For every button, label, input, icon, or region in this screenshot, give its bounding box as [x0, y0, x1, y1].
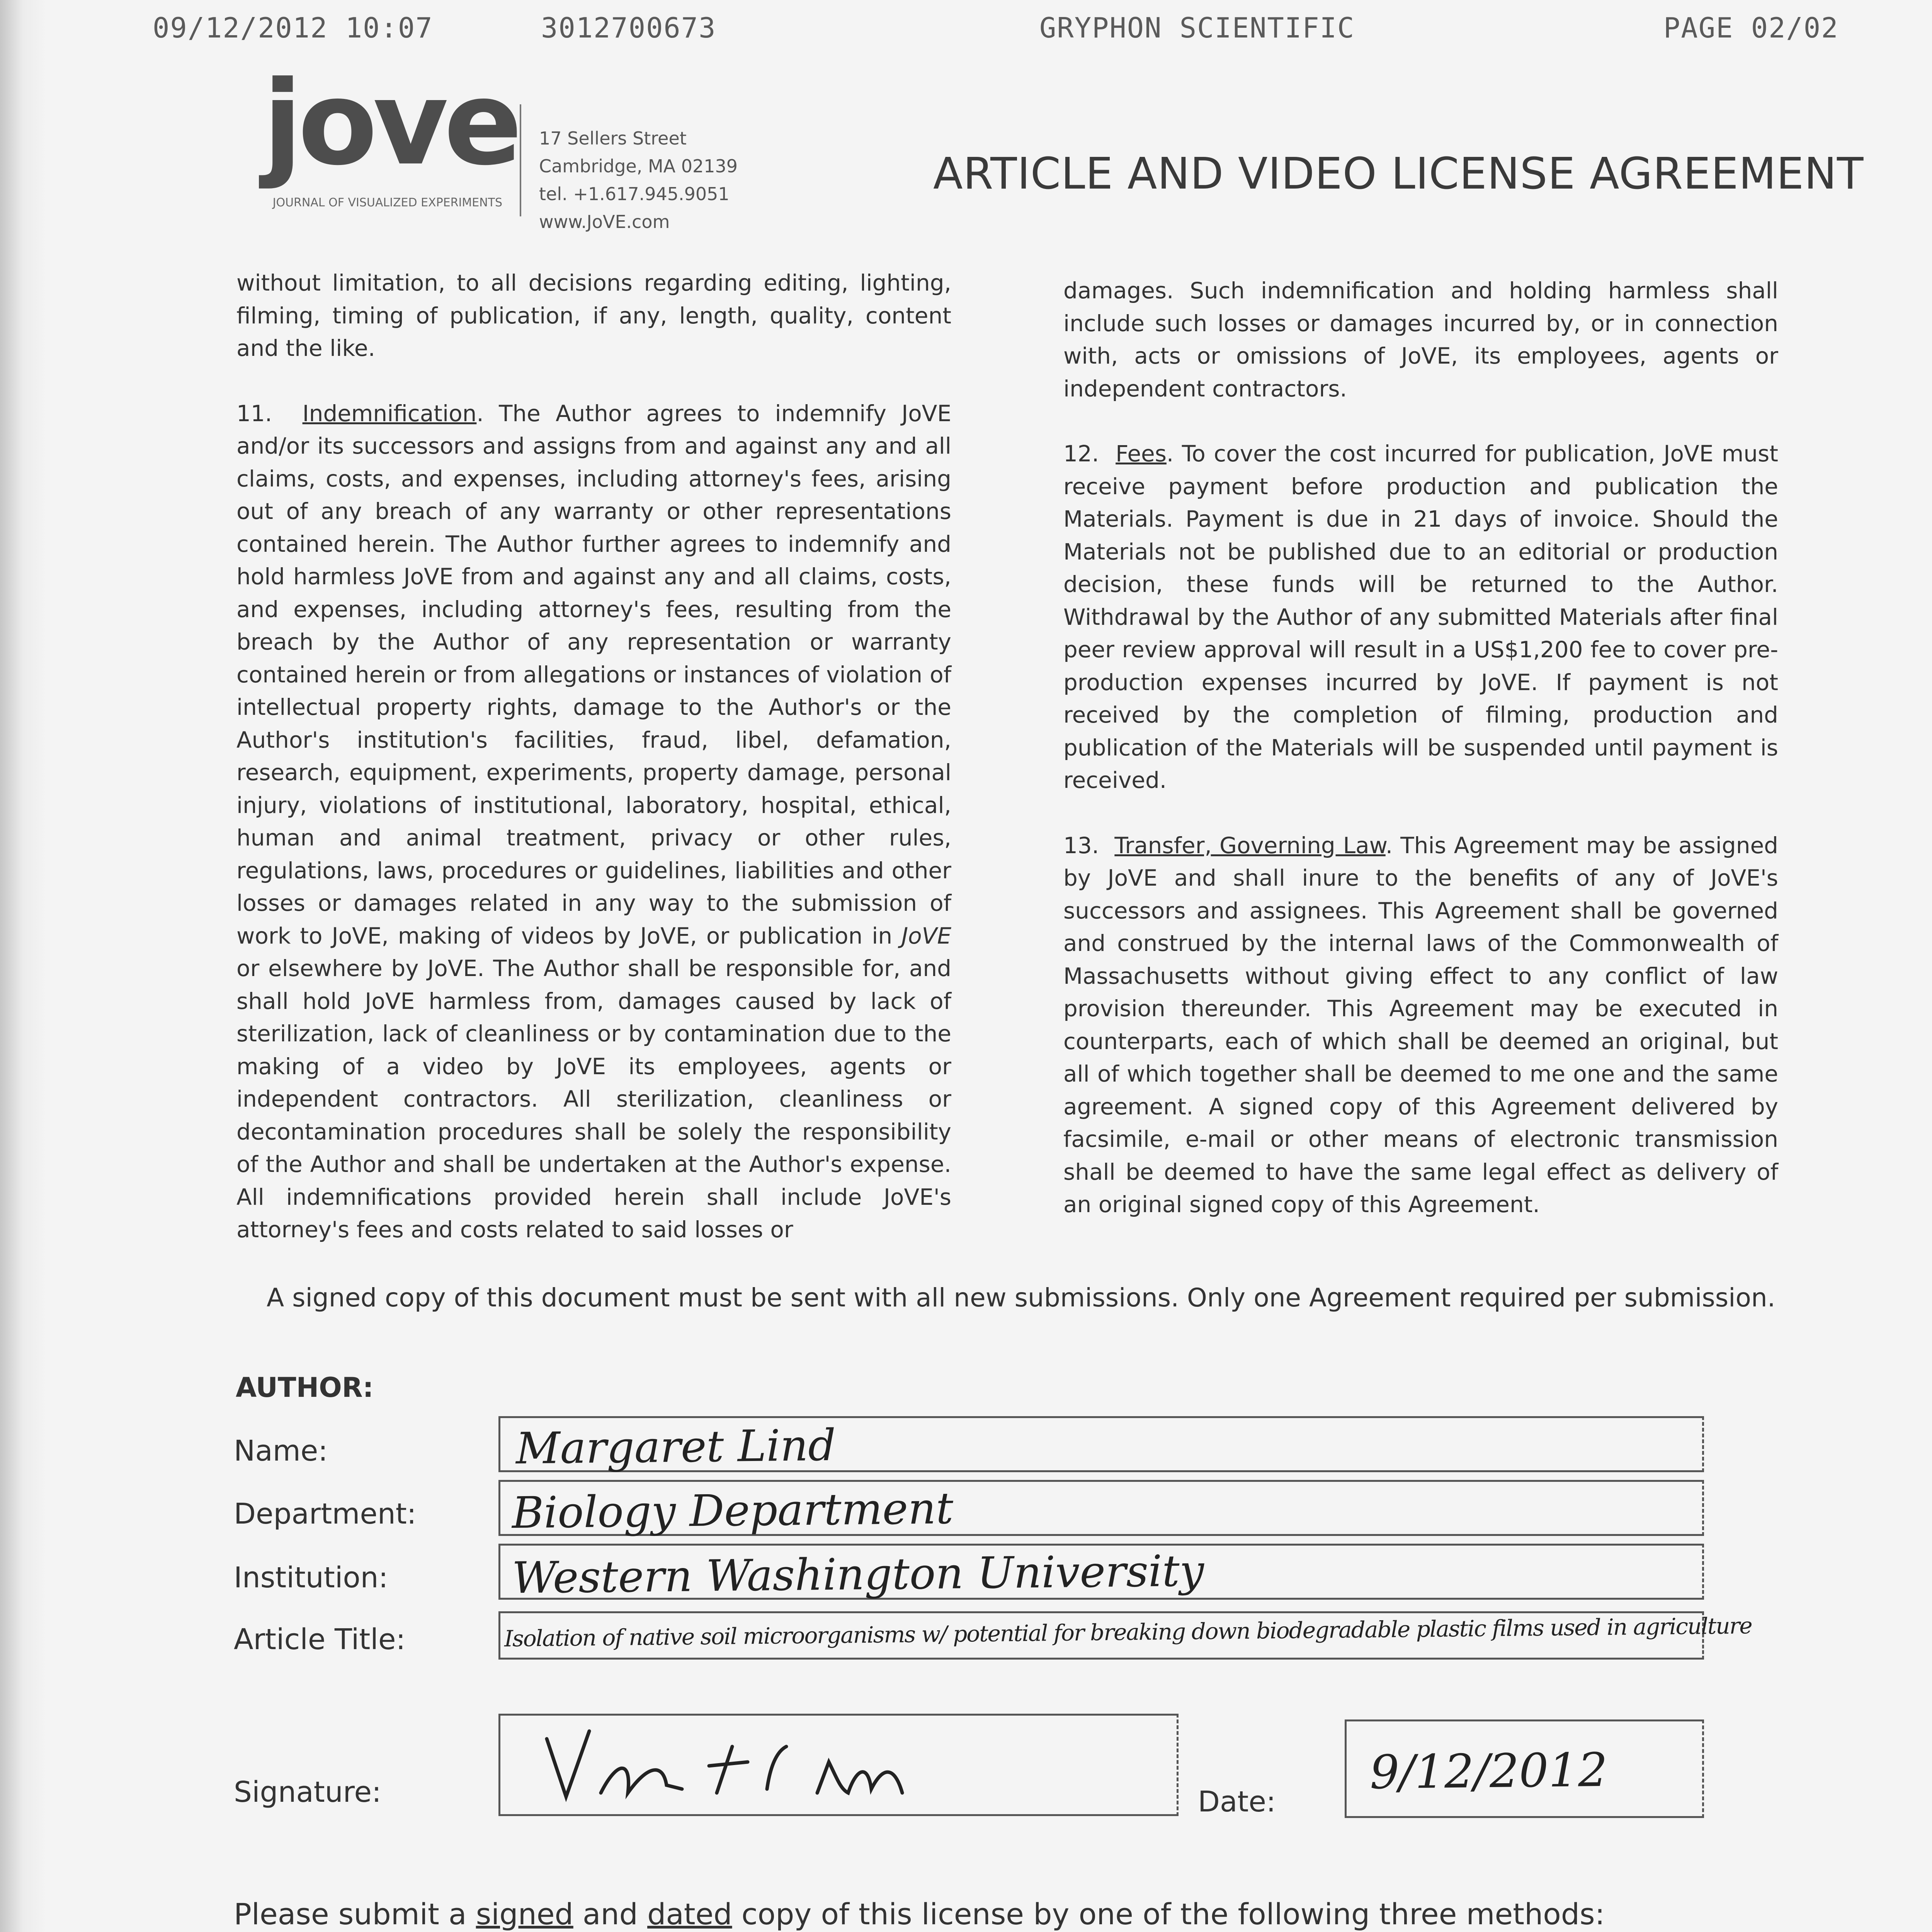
fax-page: PAGE 02/02	[1663, 12, 1839, 44]
article-title-field[interactable]	[498, 1611, 1752, 1660]
right-column	[1063, 274, 1778, 1253]
author-heading: AUTHOR:	[236, 1372, 374, 1403]
institution-value: Western Washington University	[512, 1546, 1204, 1604]
address-phone: tel. +1.617.945.9051	[539, 184, 730, 204]
section-12-heading: Fees	[1116, 440, 1167, 467]
intro-dated: dated	[647, 1897, 732, 1931]
right-continuation: damages. Such indemnification and holding harmless shall include such losses or damages incurred by, or in connection with, acts or omissions of JoVE, its employees, agents or independent contractors.	[1063, 277, 1778, 402]
intro-and: and	[573, 1897, 648, 1931]
section-11	[236, 397, 951, 1246]
section-12-text: . To cover the cost incurred for publication, JoVE must receive payment before production and publication the Materials. Payment is due in 21 days of invoice. Should the Materials not be published due to an editorial or production decision, these funds will be returned to the Author. Withdrawal by the Author of any submitted Materials after final peer review approval will result in a US$1,200 fee to cover pre-production expenses incurred by JoVE. If payment is not received by the completion of filming, production and publication of the Materials will be suspended until payment is received.	[1063, 440, 1779, 793]
intro-text-b: copy of this license by one of the following three methods:	[732, 1897, 1605, 1931]
section-11-jove: JoVE	[901, 922, 951, 949]
document-title: ARTICLE AND VIDEO LICENSE AGREEMENT	[933, 149, 1864, 199]
submission-notice: A signed copy of this document must be sent with all new submissions. Only one Agreement required per submission.	[267, 1283, 1776, 1313]
institution-field[interactable]	[498, 1544, 1704, 1604]
section-11-text-b: or elsewhere by JoVE. The Author shall be responsible for, and shall hold JoVE harmless from, damages caused by lack of sterilization, lack of cleanliness or by contamination due to the making of a video by JoVE its employees, agents or independent contractors. All sterilization, cleanliness or decontamination procedures shall be solely the responsibility of the Author and shall be undertaken at the Author's expense. All indemnifications provided herein shall include JoVE's attorney's fees and costs related to said losses or	[236, 955, 951, 1243]
department-field[interactable]	[498, 1480, 1704, 1536]
left-column	[236, 267, 951, 1279]
logo-wordmark: jove	[263, 56, 518, 191]
name-field[interactable]	[498, 1416, 1704, 1472]
date-value: 9/12/2012	[1369, 1743, 1608, 1800]
section-11-number: 11.	[236, 400, 272, 427]
signature-field[interactable]	[498, 1714, 1179, 1816]
submission-instructions	[234, 1893, 1785, 1932]
section-11-heading: Indemnification	[302, 400, 477, 427]
department-value: Biology Department	[512, 1483, 954, 1538]
article-title-value: Isolation of native soil microorganisms w/ potential for breaking down biodegradable plastic films used in agriculture	[504, 1612, 1752, 1652]
address-street: 17 Sellers Street	[539, 128, 687, 149]
section-13-number: 13.	[1063, 832, 1099, 859]
article-title-label: Article Title:	[234, 1623, 406, 1656]
letterhead-address	[539, 124, 738, 236]
fax-sender: GRYPHON SCIENTIFIC	[1039, 12, 1355, 44]
signature-label: Signature:	[234, 1776, 381, 1809]
fax-number: 3012700673	[541, 12, 716, 44]
section-13-text: . This Agreement may be assigned by JoVE and shall inure to the benefits of any of JoVE's successors and assignees. This Agreement shall be governed and construed by the internal laws of the Commonwealth of Massachusetts without giving effect to any conflict of law provision thereunder. This Agreement may be executed in counterparts, each of which shall be deemed an original, but all of which together shall be deemed to me one and the same agreement. A signed copy of this Agreement delivered by facsimile, e-mail or other means of electronic transmission shall be deemed to have the same legal effect as delivery of an original signed copy of this Agreement.	[1063, 832, 1778, 1218]
handwritten-signature	[500, 1716, 1177, 1814]
instructions-intro	[234, 1893, 1785, 1932]
intro-text-a: Please submit a	[234, 1897, 476, 1931]
section-12-number: 12.	[1063, 440, 1099, 467]
letterhead-divider	[520, 104, 521, 216]
logo-tagline: JOURNAL OF VISUALIZED EXPERIMENTS	[272, 196, 502, 209]
date-field[interactable]	[1345, 1719, 1704, 1818]
jove-logo	[263, 56, 518, 213]
section-12	[1063, 437, 1778, 797]
section-11-text-a: . The Author agrees to indemnify JoVE and/or its successors and assigns from and against any and all claims, costs, and expenses, including attorney's fees, arising out of any breach of any warranty or other representations contained herein. The Author further agrees to indemnify and hold harmless JoVE from and against any and all claims, costs, and expenses, including attorney's fees, resulting from the breach by the Author of any representation or warranty contained herein or from allegations or instances of violation of intellectual property rights, damage to the Author's or the Author's institution's facilities, fraud, libel, defamation, research, equipment, experiments, property damage, personal injury, violations of institutional, laboratory, hospital, ethical, human and animal treatment, privacy or other rules, regulations, laws, procedures or guidelines, liabilities and other losses or damages related in any way to the submission of work to JoVE, making of videos by JoVE, or publication in	[236, 400, 951, 949]
address-website: www.JoVE.com	[539, 211, 670, 232]
section-13-heading: Transfer, Governing Law	[1114, 832, 1386, 859]
name-value: Margaret Lind	[515, 1420, 836, 1474]
institution-label: Institution:	[234, 1561, 388, 1594]
name-label: Name:	[234, 1434, 328, 1468]
date-label: Date:	[1198, 1785, 1276, 1818]
department-label: Department:	[234, 1497, 417, 1531]
left-continuation: without limitation, to all decisions regarding editing, lighting, filming, timing of publication, if any, length, quality, content and the like.	[236, 270, 951, 361]
fax-datetime: 09/12/2012 10:07	[153, 12, 433, 44]
intro-signed: signed	[476, 1897, 573, 1931]
address-city: Cambridge, MA 02139	[539, 156, 738, 177]
section-13	[1063, 829, 1778, 1221]
